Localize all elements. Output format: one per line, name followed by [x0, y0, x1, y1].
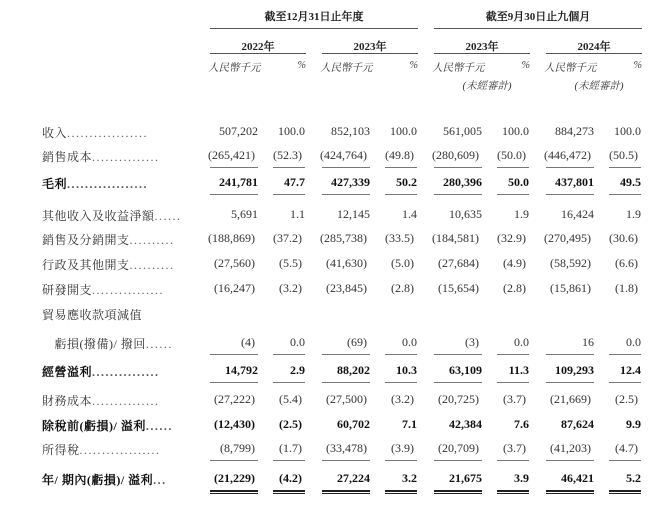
- subtotal-rule: [546, 460, 594, 461]
- subtotal-rule: [546, 167, 594, 168]
- percent-cell: (3.2): [279, 281, 302, 295]
- percent-cell: (2.5): [279, 417, 302, 431]
- percent-cell: (6.6): [615, 256, 638, 270]
- table-row: [0, 306, 660, 328]
- amount-cell: (424,764): [320, 148, 367, 162]
- pct-label-2022: %: [297, 60, 306, 71]
- amount-cell: (41,630): [326, 256, 367, 270]
- amount-cell: 280,396: [443, 175, 482, 189]
- row-label-text: 除稅前(虧損)/ 溢利: [42, 419, 146, 433]
- percent-cell: 1.1: [290, 207, 305, 221]
- percent-cell: 49.5: [620, 175, 641, 189]
- percent-cell: 2.9: [290, 363, 305, 377]
- percent-cell: (49.8): [385, 148, 414, 162]
- amount-cell: 21,675: [449, 471, 482, 485]
- percent-cell: 47.7: [284, 175, 305, 189]
- percent-cell: (5.0): [391, 256, 414, 270]
- amount-cell: 88,202: [337, 363, 370, 377]
- total-double-rule: [210, 490, 258, 495]
- percent-cell: 9.9: [626, 417, 641, 431]
- unit-label-2023-9m: 人民幣千元: [432, 63, 485, 74]
- percent-cell: (1.8): [615, 281, 638, 295]
- amount-cell: (21,669): [550, 392, 591, 406]
- header-9m-rule: [434, 28, 642, 29]
- header-fiscal-year-group: 截至12月31日止年度: [264, 11, 364, 23]
- amount-cell: 27,224: [337, 471, 370, 485]
- leader-dots: ......: [154, 209, 182, 223]
- amount-cell: 507,202: [219, 124, 258, 138]
- percent-cell: (33.5): [385, 231, 414, 245]
- amount-cell: 63,109: [449, 363, 482, 377]
- row-label: [42, 335, 173, 352]
- amount-cell: (27,500): [326, 392, 367, 406]
- percent-cell: 5.2: [626, 471, 641, 485]
- amount-cell: (265,421): [208, 148, 255, 162]
- subtotal-rule: [210, 460, 258, 461]
- year-rule-2024-9m: [546, 53, 642, 54]
- table-row: [0, 148, 660, 170]
- leader-dots: ...............: [92, 150, 160, 164]
- percent-cell: (4.7): [615, 441, 638, 455]
- row-label: [42, 471, 167, 488]
- amount-cell: 42,384: [449, 417, 482, 431]
- subtotal-rule: [273, 194, 305, 195]
- leader-dots: ..................: [67, 126, 149, 140]
- subtotal-rule: [434, 382, 482, 383]
- amount-cell: 12,145: [337, 207, 370, 221]
- amount-cell: (16,247): [214, 281, 255, 295]
- row-label: [42, 231, 175, 248]
- unaudited-2023-9m: (未經審計): [462, 81, 512, 92]
- year-rule-2022: [210, 53, 306, 54]
- amount-cell: (15,861): [550, 281, 591, 295]
- subtotal-rule: [497, 194, 529, 195]
- table-row: [0, 124, 660, 146]
- row-label: [42, 207, 182, 224]
- subtotal-rule: [434, 460, 482, 461]
- amount-cell: (270,495): [544, 231, 591, 245]
- row-label-text: 貿易應收款項減值: [42, 308, 143, 322]
- amount-cell: (20,725): [438, 392, 479, 406]
- amount-cell: (280,609): [432, 148, 479, 162]
- subtotal-rule: [322, 460, 370, 461]
- table-row: [0, 256, 660, 278]
- subtotal-rule: [210, 382, 258, 383]
- percent-cell: (4.9): [503, 256, 526, 270]
- subtotal-rule: [385, 194, 417, 195]
- total-double-rule: [273, 490, 305, 495]
- row-label-text: 虧損(撥備)/ 撥回: [42, 337, 146, 351]
- percent-cell: (32.9): [497, 231, 526, 245]
- amount-cell: (27,560): [214, 256, 255, 270]
- percent-cell: 3.9: [514, 471, 529, 485]
- amount-cell: (188,869): [208, 231, 255, 245]
- percent-cell: (3.7): [503, 441, 526, 455]
- leader-dots: ..........: [129, 233, 175, 247]
- unit-label-2023-fy: 人民幣千元: [320, 63, 373, 74]
- amount-cell: (69): [347, 335, 367, 349]
- total-double-rule: [322, 490, 370, 495]
- row-label-text: 研發開支: [42, 283, 93, 297]
- percent-cell: (1.7): [279, 441, 302, 455]
- year-rule-2023-fy: [322, 53, 418, 54]
- header-nine-months-group: 截至9月30日止九個月: [485, 11, 591, 23]
- subtotal-rule: [322, 167, 370, 168]
- amount-cell: 5,691: [231, 207, 258, 221]
- leader-dots: ......: [145, 337, 173, 351]
- year-2023-fy: 2023年: [353, 41, 387, 53]
- row-label: [42, 417, 173, 434]
- percent-cell: 100.0: [278, 124, 305, 138]
- amount-cell: (285,738): [320, 231, 367, 245]
- percent-cell: (50.0): [497, 148, 526, 162]
- leader-dots: ...: [153, 473, 167, 487]
- percent-cell: (50.5): [609, 148, 638, 162]
- subtotal-rule: [322, 194, 370, 195]
- amount-cell: (184,581): [432, 231, 479, 245]
- percent-cell: (3.7): [503, 392, 526, 406]
- row-label-text: 收入: [42, 126, 68, 140]
- amount-cell: (27,684): [438, 256, 479, 270]
- percent-cell: 10.3: [396, 363, 417, 377]
- percent-cell: 7.1: [402, 417, 417, 431]
- row-label-text: 毛利: [42, 177, 68, 191]
- amount-cell: (15,654): [438, 281, 479, 295]
- table-row: [0, 175, 660, 197]
- amount-cell: 14,792: [225, 363, 258, 377]
- amount-cell: (21,229): [214, 471, 255, 485]
- amount-cell: (446,472): [544, 148, 591, 162]
- percent-cell: (2.5): [615, 392, 638, 406]
- row-label: [42, 363, 160, 380]
- row-label: [42, 148, 160, 165]
- percent-cell: 0.0: [402, 335, 417, 349]
- row-label: [42, 306, 142, 323]
- leader-dots: ..........: [129, 258, 175, 272]
- percent-cell: (4.2): [279, 471, 302, 485]
- amount-cell: 241,781: [219, 175, 258, 189]
- subtotal-rule: [546, 194, 594, 195]
- percent-cell: 3.2: [402, 471, 417, 485]
- amount-cell: 10,635: [449, 207, 482, 221]
- percent-cell: (3.2): [391, 392, 414, 406]
- amount-cell: (27,222): [214, 392, 255, 406]
- leader-dots: ......: [145, 419, 173, 433]
- amount-cell: (12,430): [214, 417, 255, 431]
- table-row: [0, 392, 660, 414]
- percent-cell: (2.8): [503, 281, 526, 295]
- percent-cell: (52.3): [273, 148, 302, 162]
- unaudited-2024-9m: (未經審計): [574, 81, 624, 92]
- subtotal-rule: [273, 460, 305, 461]
- unit-label-2022: 人民幣千元: [208, 63, 261, 74]
- table-row: [0, 471, 660, 493]
- header-fy-rule: [210, 28, 418, 29]
- amount-cell: 60,702: [337, 417, 370, 431]
- subtotal-rule: [385, 167, 417, 168]
- total-double-rule: [609, 490, 641, 495]
- table-row: [0, 231, 660, 253]
- year-2022: 2022年: [241, 41, 275, 53]
- year-2024-9m: 2024年: [577, 41, 611, 53]
- row-label: [42, 124, 148, 141]
- pct-label-2023-9m: %: [521, 60, 530, 71]
- percent-cell: 1.9: [514, 207, 529, 221]
- row-label-text: 銷售及分銷開支: [42, 233, 130, 247]
- percent-cell: 100.0: [390, 124, 417, 138]
- percent-cell: 0.0: [290, 335, 305, 349]
- amount-cell: (58,592): [550, 256, 591, 270]
- amount-cell: 109,293: [555, 363, 594, 377]
- percent-cell: 0.0: [626, 335, 641, 349]
- subtotal-rule: [210, 354, 258, 355]
- subtotal-rule: [609, 382, 641, 383]
- amount-cell: 16,424: [561, 207, 594, 221]
- amount-cell: 427,339: [331, 175, 370, 189]
- subtotal-rule: [497, 354, 529, 355]
- leader-dots: ..................: [79, 443, 161, 457]
- percent-cell: (2.8): [391, 281, 414, 295]
- subtotal-rule: [609, 460, 641, 461]
- row-label-text: 銷售成本: [42, 150, 93, 164]
- amount-cell: (33,478): [326, 441, 367, 455]
- table-row: [0, 281, 660, 303]
- subtotal-rule: [609, 167, 641, 168]
- subtotal-rule: [434, 354, 482, 355]
- row-label-text: 其他收入及收益淨額: [42, 209, 155, 223]
- amount-cell: 561,005: [443, 124, 482, 138]
- percent-cell: 100.0: [614, 124, 641, 138]
- percent-cell: 50.2: [396, 175, 417, 189]
- year-2023-9m: 2023年: [465, 41, 499, 53]
- row-label: [42, 392, 160, 409]
- percent-cell: 12.4: [620, 363, 641, 377]
- row-label-text: 年/ 期內(虧損)/ 溢利: [42, 473, 154, 487]
- row-label: [42, 281, 164, 298]
- percent-cell: 0.0: [514, 335, 529, 349]
- percent-cell: (30.6): [609, 231, 638, 245]
- leader-dots: ...............: [92, 394, 160, 408]
- row-label: [42, 256, 175, 273]
- subtotal-rule: [210, 167, 258, 168]
- subtotal-rule: [546, 354, 594, 355]
- total-double-rule: [385, 490, 417, 495]
- percent-cell: (37.2): [273, 231, 302, 245]
- percent-cell: 11.3: [508, 363, 529, 377]
- subtotal-rule: [273, 382, 305, 383]
- table-row: [0, 417, 660, 439]
- leader-dots: ...............: [92, 365, 160, 379]
- unit-label-2024-9m: 人民幣千元: [544, 63, 597, 74]
- leader-dots: ..................: [67, 177, 149, 191]
- amount-cell: (23,845): [326, 281, 367, 295]
- subtotal-rule: [210, 194, 258, 195]
- amount-cell: 87,624: [561, 417, 594, 431]
- subtotal-rule: [385, 354, 417, 355]
- amount-cell: 437,801: [555, 175, 594, 189]
- subtotal-rule: [273, 167, 305, 168]
- row-label-text: 財務成本: [42, 394, 93, 408]
- total-double-rule: [546, 490, 594, 495]
- leader-dots: ................: [92, 283, 165, 297]
- percent-cell: 1.9: [626, 207, 641, 221]
- row-label: [42, 441, 161, 458]
- total-double-rule: [434, 490, 482, 495]
- row-label: [42, 175, 148, 192]
- subtotal-rule: [385, 382, 417, 383]
- percent-cell: (5.4): [279, 392, 302, 406]
- subtotal-rule: [497, 167, 529, 168]
- percent-cell: 7.6: [514, 417, 529, 431]
- subtotal-rule: [609, 354, 641, 355]
- row-label-text: 經營溢利: [42, 365, 93, 379]
- percent-cell: 1.4: [402, 207, 417, 221]
- table-row: [0, 363, 660, 385]
- table-row: [0, 441, 660, 463]
- amount-cell: (3): [465, 335, 479, 349]
- pct-label-2023-fy: %: [409, 60, 418, 71]
- subtotal-rule: [497, 460, 529, 461]
- pct-label-2024-9m: %: [633, 60, 642, 71]
- amount-cell: 16: [582, 335, 594, 349]
- subtotal-rule: [546, 382, 594, 383]
- total-double-rule: [497, 490, 529, 495]
- table-row: [0, 335, 660, 357]
- subtotal-rule: [273, 354, 305, 355]
- percent-cell: 50.0: [508, 175, 529, 189]
- subtotal-rule: [385, 460, 417, 461]
- row-label-text: 行政及其他開支: [42, 258, 130, 272]
- subtotal-rule: [497, 382, 529, 383]
- subtotal-rule: [322, 354, 370, 355]
- percent-cell: (5.5): [279, 256, 302, 270]
- amount-cell: 884,273: [555, 124, 594, 138]
- amount-cell: (20,709): [438, 441, 479, 455]
- subtotal-rule: [434, 194, 482, 195]
- percent-cell: (3.9): [391, 441, 414, 455]
- amount-cell: (4): [241, 335, 255, 349]
- table-row: [0, 207, 660, 229]
- amount-cell: 852,103: [331, 124, 370, 138]
- subtotal-rule: [434, 167, 482, 168]
- year-rule-2023-9m: [434, 53, 530, 54]
- subtotal-rule: [609, 194, 641, 195]
- subtotal-rule: [322, 382, 370, 383]
- amount-cell: (41,203): [550, 441, 591, 455]
- percent-cell: 100.0: [502, 124, 529, 138]
- row-label-text: 所得稅: [42, 443, 80, 457]
- amount-cell: 46,421: [561, 471, 594, 485]
- amount-cell: (8,799): [220, 441, 255, 455]
